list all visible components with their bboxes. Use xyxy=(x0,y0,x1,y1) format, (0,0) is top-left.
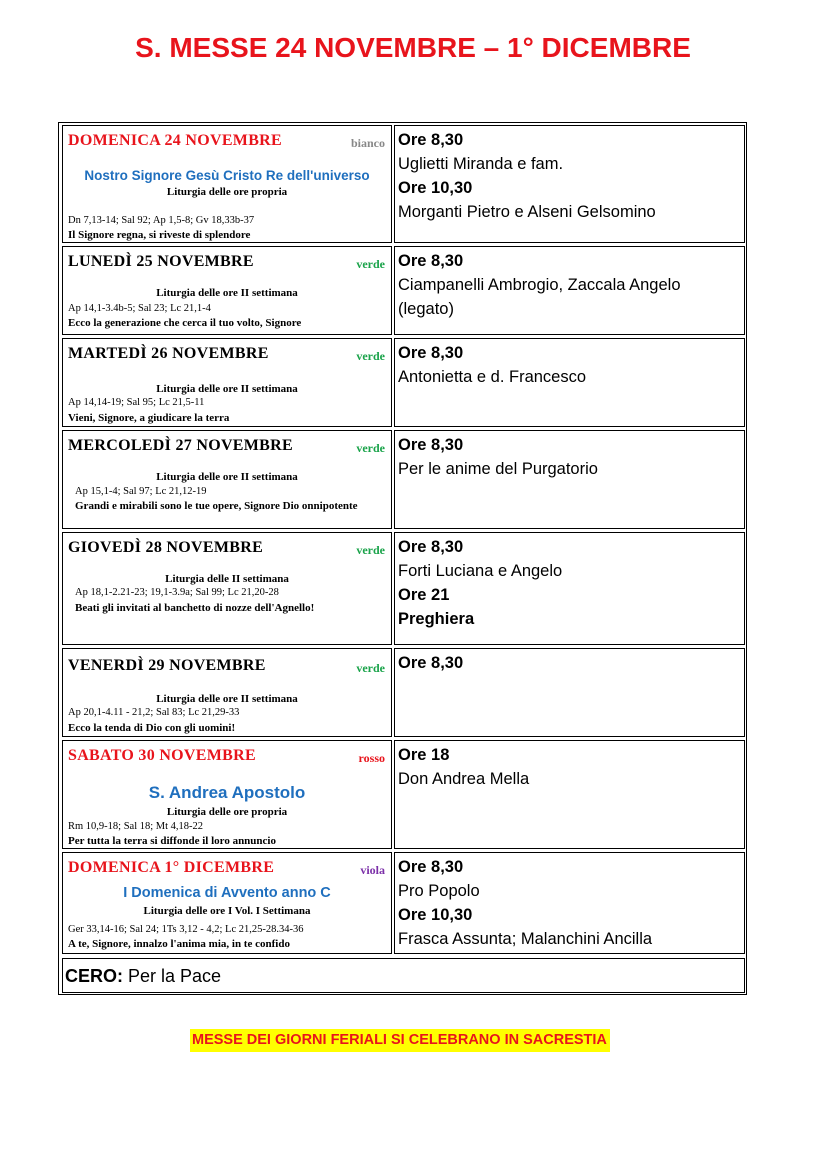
masses-fri-29 xyxy=(394,648,745,737)
liturgy-note: Liturgia delle ore II settimana xyxy=(156,383,298,395)
day-info-mon-25 xyxy=(62,246,392,335)
liturgy-note: Liturgia delle ore II settimana xyxy=(156,287,298,299)
cero-row xyxy=(62,958,745,993)
liturgical-color: verde xyxy=(356,661,385,675)
mass-time: Ore 8,30 xyxy=(398,858,464,876)
readings: Ap 18,1-2.21-23; 19,1-3.9a; Sal 99; Lc 21,20-28 xyxy=(75,587,279,598)
day-name: MARTEDÌ 26 NOVEMBRE xyxy=(68,345,269,362)
liturgy-note: Liturgia delle ore II settimana xyxy=(156,693,298,705)
mass-time: Ore 18 xyxy=(398,746,450,764)
readings: Ap 15,1-4; Sal 97; Lc 21,12-19 xyxy=(75,486,207,497)
mass-intention: Forti Luciana e Angelo xyxy=(398,562,563,580)
liturgical-color: verde xyxy=(356,543,385,557)
liturgical-color: viola xyxy=(360,863,385,877)
mass-intention: Don Andrea Mella xyxy=(398,770,530,788)
masses-sun-1 xyxy=(394,852,745,954)
masses-mon-25 xyxy=(394,246,745,335)
antiphon: Vieni, Signore, a giudicare la terra xyxy=(68,412,230,424)
celebration-title: I Domenica di Avvento anno C xyxy=(123,885,331,901)
mass-time: Ore 21 xyxy=(398,586,450,604)
day-name: MERCOLEDÌ 27 NOVEMBRE xyxy=(68,437,293,454)
antiphon: A te, Signore, innalzo l'anima mia, in te confido xyxy=(68,938,290,950)
day-name: DOMENICA 24 NOVEMBRE xyxy=(68,132,283,149)
page-title: S. MESSE 24 NOVEMBRE – 1° DICEMBRE xyxy=(135,32,691,63)
readings: Ap 14,1-3.4b-5; Sal 23; Lc 21,1-4 xyxy=(68,303,211,314)
mass-time: Ore 8,30 xyxy=(398,538,464,556)
liturgy-note: Liturgia delle ore I Vol. I Settimana xyxy=(143,905,311,917)
liturgy-note: Liturgia delle ore propria xyxy=(166,806,288,818)
liturgical-color: verde xyxy=(356,441,385,455)
mass-intention: Preghiera xyxy=(398,610,475,628)
masses-sun-24 xyxy=(394,125,745,243)
mass-time: Ore 8,30 xyxy=(398,252,464,270)
mass-time: Ore 8,30 xyxy=(398,131,464,149)
readings: Ger 33,14-16; Sal 24; 1Ts 3,12 - 4,2; Lc 21,25-28.34-36 xyxy=(68,924,304,935)
masses-wed-27 xyxy=(394,430,745,529)
day-info-sun-24 xyxy=(62,125,392,243)
day-name: DOMENICA 1° DICEMBRE xyxy=(68,859,275,876)
day-info-tue-26 xyxy=(62,338,392,427)
mass-time: Ore 10,30 xyxy=(398,179,473,197)
liturgy-note: Liturgia delle II settimana xyxy=(165,573,289,585)
day-name: GIOVEDÌ 28 NOVEMBRE xyxy=(68,539,264,556)
mass-time: Ore 8,30 xyxy=(398,344,464,362)
masses-tue-26 xyxy=(394,338,745,427)
mass-intention: Morganti Pietro e Alseni Gelsomino xyxy=(398,203,656,221)
footer-note: MESSE DEI GIORNI FERIALI SI CELEBRANO IN SACRESTIA xyxy=(190,1029,610,1052)
mass-time: Ore 8,30 xyxy=(398,654,464,672)
readings: Ap 20,1-4.11 - 21,2; Sal 83; Lc 21,29-33 xyxy=(68,707,240,718)
day-info-wed-27 xyxy=(62,430,392,529)
day-info-thu-28 xyxy=(62,532,392,645)
liturgy-note: Liturgia delle ore II settimana xyxy=(156,471,298,483)
mass-intention: Ciampanelli Ambrogio, Zaccala Angelo (legato) xyxy=(398,276,681,318)
antiphon: Ecco la tenda di Dio con gli uomini! xyxy=(68,722,236,734)
antiphon: Il Signore regna, si riveste di splendore xyxy=(68,229,251,241)
masses-thu-28 xyxy=(394,532,745,645)
day-name: SABATO 30 NOVEMBRE xyxy=(68,747,256,764)
cero-intention: Per la Pace xyxy=(128,966,222,986)
day-info-sun-1 xyxy=(62,852,392,954)
liturgical-color: verde xyxy=(356,349,385,363)
mass-intention: Uglietti Miranda e fam. xyxy=(398,155,564,173)
readings: Rm 10,9-18; Sal 18; Mt 4,18-22 xyxy=(68,821,204,832)
day-info-fri-29 xyxy=(62,648,392,737)
mass-time: Ore 10,30 xyxy=(398,906,473,924)
celebration-title: S. Andrea Apostolo xyxy=(148,783,306,802)
cero-label: CERO: xyxy=(65,966,123,986)
mass-intention: Frasca Assunta; Malanchini Ancilla xyxy=(398,930,653,948)
antiphon: Beati gli invitati al banchetto di nozze dell'Agnello! xyxy=(75,602,315,614)
liturgical-color: bianco xyxy=(350,136,385,150)
liturgy-note: Liturgia delle ore propria xyxy=(166,186,288,198)
day-name: LUNEDÌ 25 NOVEMBRE xyxy=(68,253,254,270)
antiphon: Per tutta la terra si diffonde il loro annuncio xyxy=(68,835,276,847)
masses-sat-30 xyxy=(394,740,745,849)
liturgical-color: rosso xyxy=(358,751,385,765)
readings: Dn 7,13-14; Sal 92; Ap 1,5-8; Gv 18,33b-37 xyxy=(68,215,255,226)
readings: Ap 14,14-19; Sal 95; Lc 21,5-11 xyxy=(68,397,205,408)
mass-intention: Per le anime del Purgatorio xyxy=(398,460,598,478)
antiphon: Ecco la generazione che cerca il tuo volto, Signore xyxy=(68,317,302,329)
mass-intention: Antonietta e d. Francesco xyxy=(398,368,587,386)
day-name: VENERDÌ 29 NOVEMBRE xyxy=(68,657,266,674)
liturgical-color: verde xyxy=(356,257,385,271)
mass-time: Ore 8,30 xyxy=(398,436,464,454)
mass-intention: Pro Popolo xyxy=(398,882,480,900)
celebration-title: Nostro Signore Gesù Cristo Re dell'universo xyxy=(84,168,370,183)
antiphon: Grandi e mirabili sono le tue opere, Signore Dio onnipotente xyxy=(75,500,358,512)
day-info-sat-30 xyxy=(62,740,392,849)
